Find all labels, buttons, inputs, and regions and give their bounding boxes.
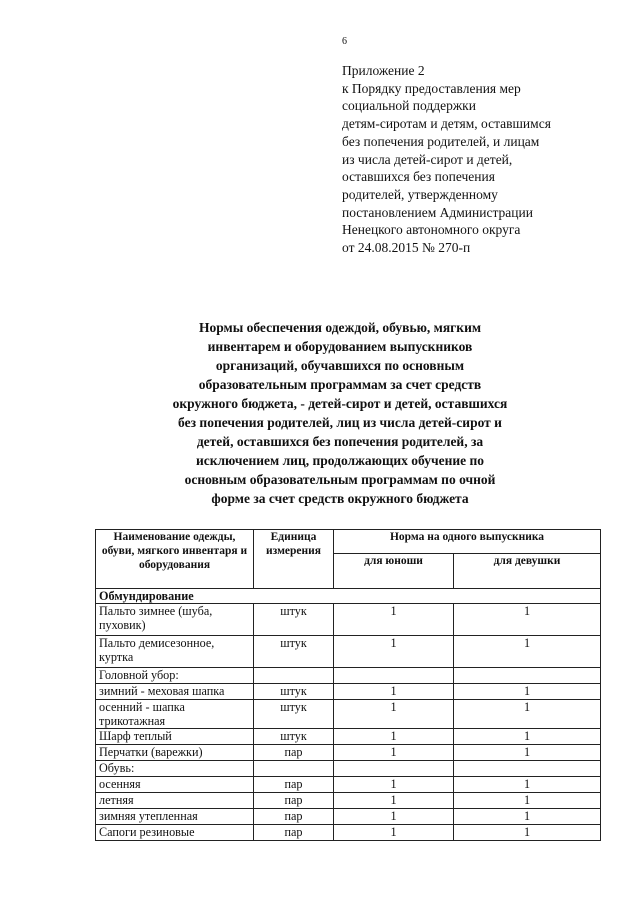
boys-norm-cell [334, 668, 454, 684]
appendix-line: родителей, утвержденному [342, 186, 498, 202]
section-heading: Обмундирование [96, 589, 601, 604]
table-row [96, 636, 601, 668]
item-name-cell: Шарф теплый [96, 729, 254, 745]
page-number: 6 [342, 36, 347, 47]
boys-norm-cell: 1 [334, 809, 454, 825]
girls-norm-cell: 1 [454, 777, 601, 793]
title-line: исключением лиц, продолжающих обучение по [195, 453, 485, 468]
girls-norm-cell: 1 [454, 745, 601, 761]
table-row [96, 809, 601, 825]
table-row [96, 777, 601, 793]
table-row [96, 793, 601, 809]
boys-norm-cell: 1 [334, 684, 454, 700]
girls-norm-cell: 1 [454, 825, 601, 841]
title-line: форме за счет средств окружного бюджета [211, 491, 469, 506]
boys-norm-cell: 1 [334, 825, 454, 841]
girls-norm-cell: 1 [454, 604, 601, 636]
title-line: Нормы обеспечения одеждой, обувью, мягким [198, 320, 482, 335]
boys-norm-cell: 1 [334, 636, 454, 668]
boys-norm-cell: 1 [334, 745, 454, 761]
table-row [96, 604, 601, 636]
appendix-line: от 24.08.2015 № 270-п [342, 240, 471, 256]
boys-norm-cell: 1 [334, 777, 454, 793]
item-name-cell: Сапоги резиновые [96, 825, 254, 841]
unit-cell [254, 668, 334, 684]
appendix-line: Приложение 2 [342, 63, 425, 78]
title-line: образовательным программам за счет средств [198, 377, 482, 392]
table-row [96, 825, 601, 841]
unit-cell: штук [254, 729, 334, 745]
appendix-line: к Порядку предоставления мер [342, 80, 521, 96]
table-row [96, 761, 601, 777]
title-line: без попечения родителей, лиц из числа детей-сирот и [178, 415, 502, 430]
appendix-line: социальной поддержки [342, 98, 476, 114]
item-name-cell: зимний - меховая шапка [96, 684, 254, 700]
appendix-line: Ненецкого автономного округа [342, 222, 521, 238]
item-name-cell: Пальто демисезонное, куртка [96, 636, 254, 668]
item-name-cell: Перчатки (варежки) [96, 745, 254, 761]
item-name-cell: осенняя [96, 777, 254, 793]
table-row [96, 684, 601, 700]
title-line: организаций, обучавшихся по основным [215, 358, 465, 373]
header-boys: для юноши [334, 554, 454, 589]
item-name-cell: осенний - шапка трикотажная [96, 700, 254, 729]
girls-norm-cell [454, 761, 601, 777]
boys-norm-cell: 1 [334, 729, 454, 745]
boys-norm-cell: 1 [334, 793, 454, 809]
title-line: детей, оставшихся без попечения родителей, за [196, 434, 484, 449]
norms-table [95, 529, 601, 841]
unit-cell: пар [254, 777, 334, 793]
unit-cell: пар [254, 745, 334, 761]
girls-norm-cell [454, 668, 601, 684]
appendix-line: детям-сиротам и детям, оставшимся [342, 116, 551, 132]
unit-cell: пар [254, 793, 334, 809]
appendix-line: постановлением Администрации [342, 204, 533, 220]
girls-norm-cell: 1 [454, 809, 601, 825]
title-line: окружного бюджета, - детей-сирот и детей, оставшихся [172, 396, 508, 411]
boys-norm-cell [334, 761, 454, 777]
girls-norm-cell: 1 [454, 700, 601, 729]
item-name-cell: Обувь: [96, 761, 254, 777]
header-name: Наименование одежды, обуви, мягкого инвентаря и оборудования [96, 530, 254, 589]
unit-cell [254, 761, 334, 777]
unit-cell: штук [254, 684, 334, 700]
title-line: инвентарем и оборудованием выпускников [207, 339, 473, 354]
header-unit: Единица измерения [254, 530, 334, 589]
unit-cell: штук [254, 604, 334, 636]
item-name-cell: Пальто зимнее (шуба, пуховик) [96, 604, 254, 636]
boys-norm-cell: 1 [334, 700, 454, 729]
boys-norm-cell: 1 [334, 604, 454, 636]
unit-cell: штук [254, 700, 334, 729]
unit-cell: штук [254, 636, 334, 668]
title-line: основным образовательным программам по очной [184, 472, 496, 487]
appendix-line: без попечения родителей, и лицам [342, 133, 540, 149]
item-name-cell: летняя [96, 793, 254, 809]
table-row [96, 729, 601, 745]
header-norm: Норма на одного выпускника [334, 530, 601, 554]
unit-cell: пар [254, 809, 334, 825]
appendix-note [342, 62, 632, 257]
table-row [96, 668, 601, 684]
girls-norm-cell: 1 [454, 793, 601, 809]
appendix-line: оставшихся без попечения [342, 169, 495, 185]
unit-cell: пар [254, 825, 334, 841]
girls-norm-cell: 1 [454, 729, 601, 745]
appendix-line: из числа детей-сирот и детей, [342, 151, 513, 167]
document-title [140, 318, 540, 508]
girls-norm-cell: 1 [454, 684, 601, 700]
item-name-cell: Головной убор: [96, 668, 254, 684]
table-body [96, 589, 601, 841]
table-row [96, 745, 601, 761]
item-name-cell: зимняя утепленная [96, 809, 254, 825]
header-girls: для девушки [454, 554, 601, 589]
table-row [96, 700, 601, 729]
girls-norm-cell: 1 [454, 636, 601, 668]
